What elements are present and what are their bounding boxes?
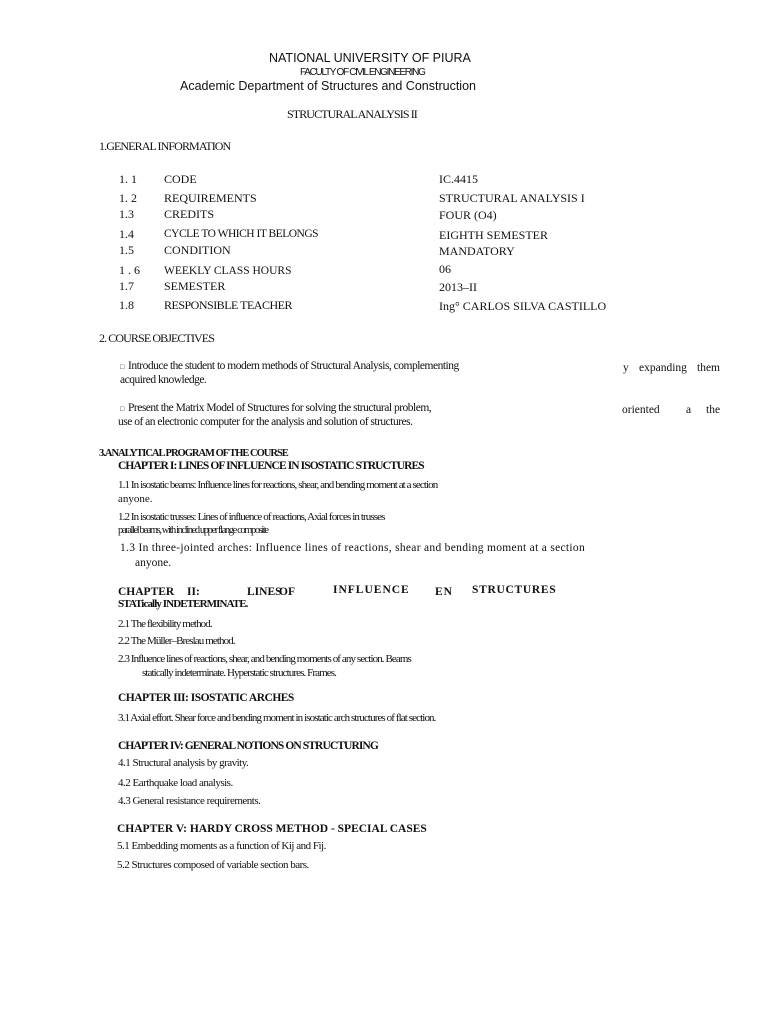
objective-justified-word: a: [686, 404, 692, 416]
row-value: IC.4415: [439, 172, 478, 186]
objective-line: use of an electronic computer for the analysis and solution of structures.: [118, 416, 413, 428]
objective-line: [120, 401, 431, 415]
row-value: MANDATORY: [439, 244, 515, 258]
chapter-title-word: LINES: [247, 586, 282, 598]
objective-justified-word: y: [623, 362, 629, 374]
chapter-item: 1.2 In isostatic trusses: Lines of influence of reactions, Axial forces in trusses: [118, 511, 385, 523]
chapter-item-continued: anyone.: [118, 493, 153, 505]
objective-justified-word: the: [706, 404, 721, 416]
chapter-title-word: II:: [187, 586, 200, 598]
row-label: RESPONSIBLE TEACHER: [164, 298, 292, 312]
chapter-title: CHAPTER V: HARDY CROSS METHOD - SPECIAL CASES: [117, 823, 427, 835]
row-number: 1.5: [119, 243, 134, 257]
row-number: 1.4: [119, 227, 134, 241]
chapter-item: 2.2 The Müller–Breslau method.: [118, 635, 235, 647]
row-number: 1. 1: [119, 172, 137, 186]
chapter-title-word: EN: [435, 586, 453, 598]
chapter-item: 2.3 Influence lines of reactions, shear, and bending moments of any section. Beams: [118, 653, 411, 665]
objective-text: Present the Matrix Model of Structures for solving the structural problem,: [128, 402, 432, 414]
chapter-item-continued: statically indeterminate. Hyperstatic structures. Frames.: [142, 667, 336, 679]
row-label: CREDITS: [164, 207, 215, 221]
objective-line: acquired knowledge.: [120, 374, 207, 386]
objective-justified-word: expanding: [639, 362, 687, 374]
row-value: Ing° CARLOS SILVA CASTILLO: [439, 299, 607, 313]
objective-justified-word: them: [697, 362, 720, 374]
chapter-item: 2.1 The flexibility method.: [118, 618, 212, 630]
chapter-item: 4.1 Structural analysis by gravity.: [118, 757, 249, 769]
row-number: 1.3: [119, 207, 134, 221]
chapter-item: 3.1 Axial effort. Shear force and bending moment in isostatic arch structures of flat section.: [118, 712, 436, 724]
row-value: 06: [439, 262, 451, 276]
row-number: 1. 2: [119, 191, 137, 205]
chapter-title: CHAPTER I: LINES OF INFLUENCE IN ISOSTATIC STRUCTURES: [118, 460, 424, 472]
section-heading-analytical-program: 3.ANALYTICAL PROGRAM OF THE COURSE: [99, 448, 288, 459]
row-value: STRUCTURAL ANALYSIS I: [439, 191, 585, 205]
faculty-name: FACULTY OF CIVIL ENGINEERING: [300, 67, 425, 78]
row-value: 2013–II: [439, 280, 477, 294]
chapter-item: 1.3 In three-jointed arches: Influence lines of reactions, shear and bending moment at a section: [120, 542, 586, 554]
chapter-item: 4.2 Earthquake load analysis.: [118, 777, 233, 789]
chapter-title-word: OF: [279, 586, 295, 598]
row-label: WEEKLY CLASS HOURS: [164, 265, 292, 277]
row-number: 1.8: [119, 298, 134, 312]
row-label: CODE: [164, 172, 197, 186]
row-value: EIGHTH SEMESTER: [439, 228, 548, 242]
objective-text: Introduce the student to modern methods of Structural Analysis, complementing: [128, 360, 459, 372]
chapter-item-continued: anyone.: [135, 557, 172, 569]
chapter-title-word: INFLUENCE: [333, 584, 410, 596]
chapter-title: CHAPTER III: ISOSTATIC ARCHES: [118, 692, 294, 704]
chapter-title: CHAPTER IV: GENERAL NOTIONS ON STRUCTURING: [118, 740, 378, 752]
university-name: NATIONAL UNIVERSITY OF PIURA: [269, 51, 471, 65]
row-label: CONDITION: [164, 243, 231, 257]
chapter-item: 1.1 In isostatic beams: Influence lines for reactions, shear, and bending moment at a section: [118, 479, 438, 491]
chapter-item-continued: parallel beams, with inclined upper flange composite: [118, 525, 268, 536]
row-label: CYCLE TO WHICH IT BELONGS: [164, 228, 319, 240]
chapter-title-word: CHAPTER: [118, 586, 175, 598]
objective-justified-word: oriented: [622, 404, 660, 416]
row-label: REQUIREMENTS: [164, 191, 257, 205]
chapter-title-continued: STATically INDETERMINATE.: [118, 598, 248, 610]
chapter-title-word: STRUCTURES: [472, 584, 557, 596]
row-label: SEMESTER: [164, 279, 226, 293]
bullet-icon: □: [120, 363, 124, 371]
course-title: STRUCTURAL ANALYSIS II: [287, 107, 417, 121]
objective-line: [120, 359, 459, 373]
chapter-item: 4.3 General resistance requirements.: [118, 795, 261, 807]
section-heading-general-information: 1.GENERAL INFORMATION: [99, 139, 231, 153]
row-number: 1.7: [119, 279, 134, 293]
bullet-icon: □: [120, 405, 124, 413]
row-value: FOUR (O4): [439, 208, 497, 222]
section-heading-course-objectives: 2. COURSE OBJECTIVES: [99, 331, 215, 345]
department-name: Academic Department of Structures and Construction: [180, 79, 476, 93]
chapter-item: 5.2 Structures composed of variable section bars.: [117, 859, 309, 871]
row-number: 1 . 6: [119, 263, 140, 277]
chapter-item: 5.1 Embedding moments as a function of Kij and Fij.: [117, 840, 326, 852]
